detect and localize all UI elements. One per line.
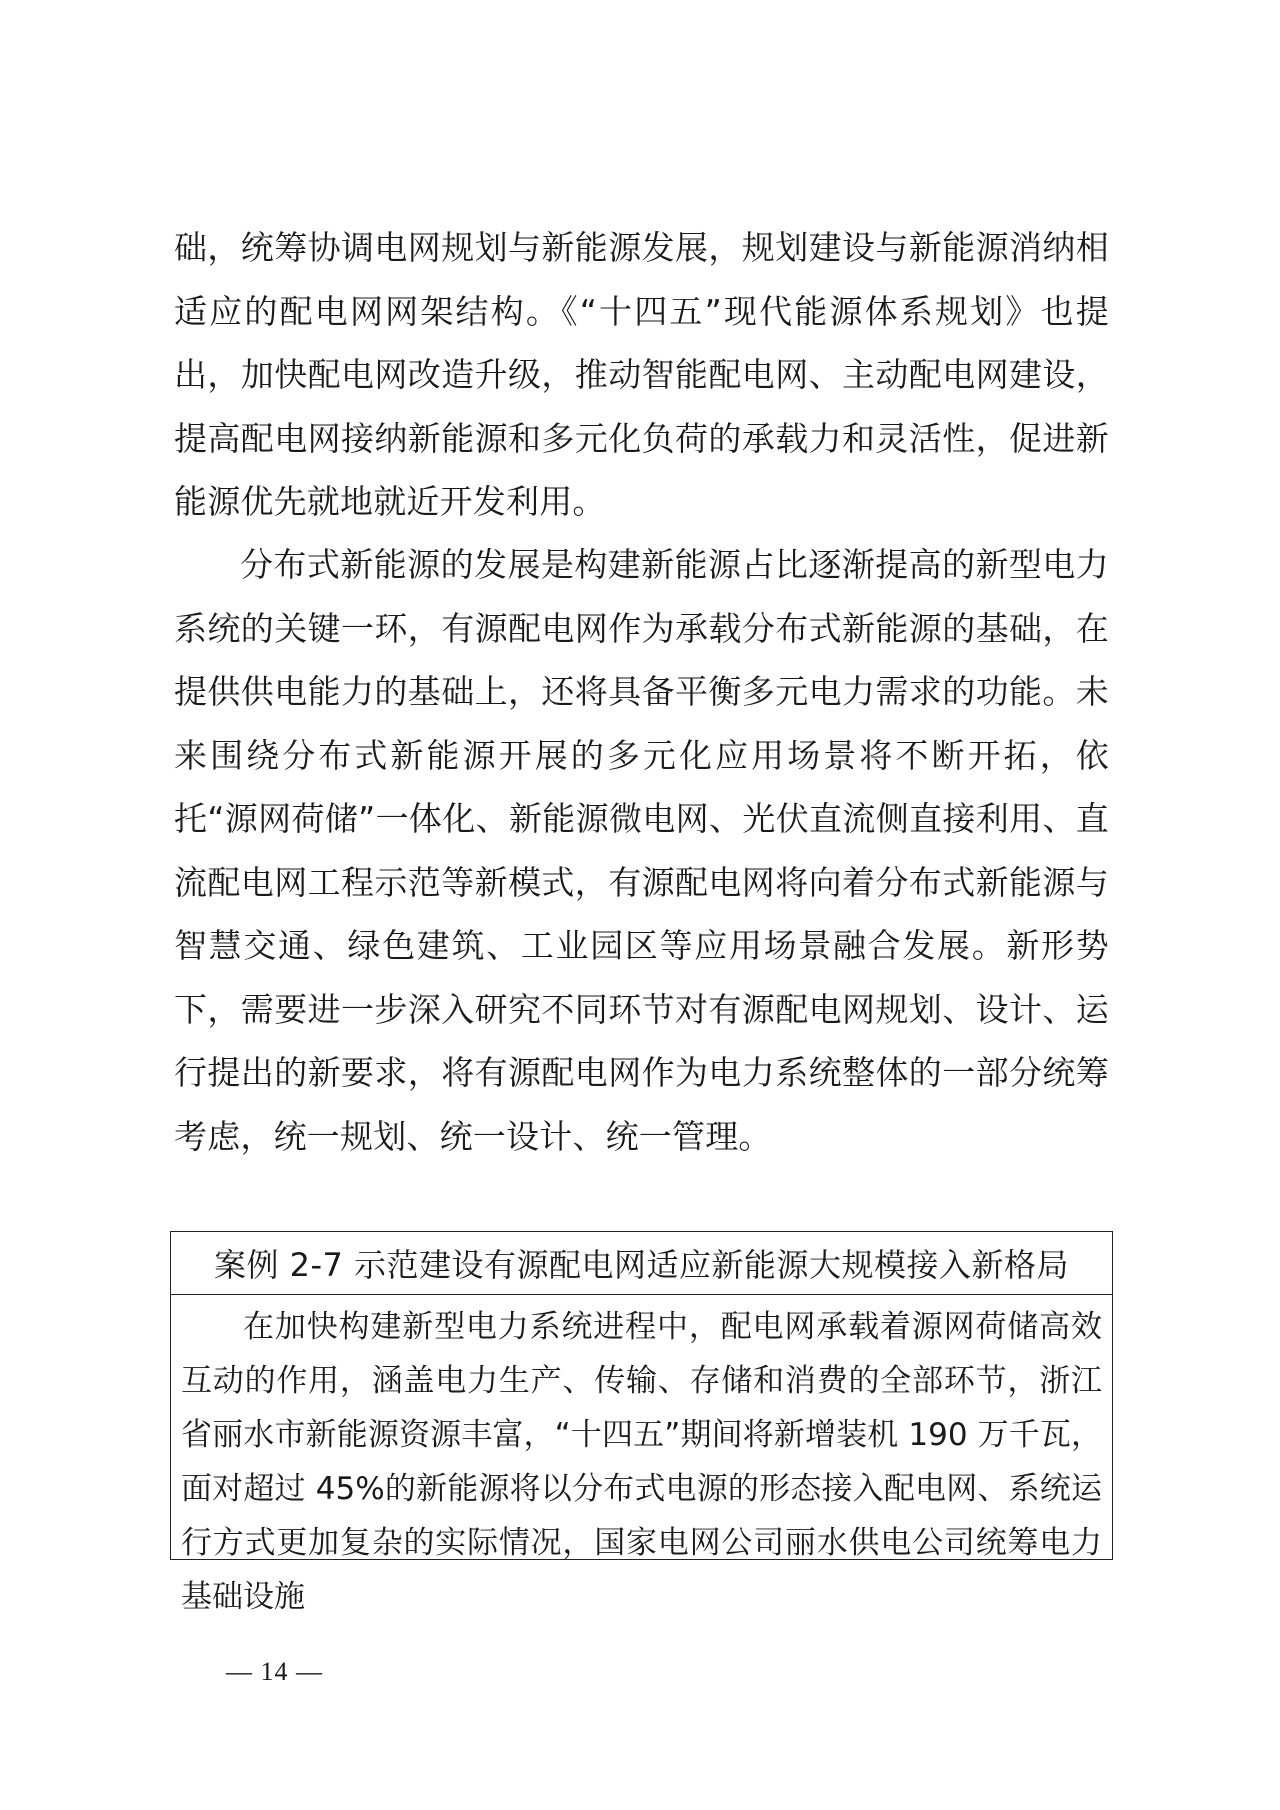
case-box: [170, 1231, 1113, 1615]
paragraph-2: 分布式新能源的发展是构建新能源占比逐渐提高的新型电力系统的关键一环，有源配电网作为承载分布式新能源的基础，在提供供电能力的基础上，还将具备平衡多元电力需求的功能。未来围绕分布式新能源开展的多元化应用场景将不断开拓，依托“源网荷储”一体化、新能源微电网、光伏直流侧直接利用、直流配电网工程示范等新模式，有源配电网将向着分布式新能源与智慧交通、绿色建筑、工业园区等应用场景融合发展。新形势下，需要进一步深入研究不同环节对有源配电网规划、设计、运行提出的新要求，将有源配电网作为电力系统整体的一部分统筹考虑，统一规划、统一设计、统一管理。: [174, 545, 1109, 1156]
case-box-body: 在加快构建新型电力系统进程中，配电网承载着源网荷储高效互动的作用，涵盖电力生产、传输、存储和消费的全部环节，浙江省丽水市新能源资源丰富，“十四五”期间将新增装机 190 万千瓦，面对超过 45%的新能源将以分布式电源的形态接入配电网、系统运行方式更加复杂的实际情况，国家电网公司丽水供电公司统筹电力基础设施: [181, 1309, 1102, 1615]
case-box-title: 案例 2-7 示范建设有源配电网适应新能源大规模接入新格局: [171, 1232, 1112, 1295]
paragraph-1: 础，统筹协调电网规划与新能源发展，规划建设与新能源消纳相适应的配电网网架结构。《“十四五”现代能源体系规划》也提出，加快配电网改造升级，推动智能配电网、主动配电网建设，提高配电网接纳新能源和多元化负荷的承载力和灵活性，促进新能源优先就地就近开发利用。: [174, 228, 1109, 521]
page-number: — 14 —: [226, 1657, 323, 1686]
